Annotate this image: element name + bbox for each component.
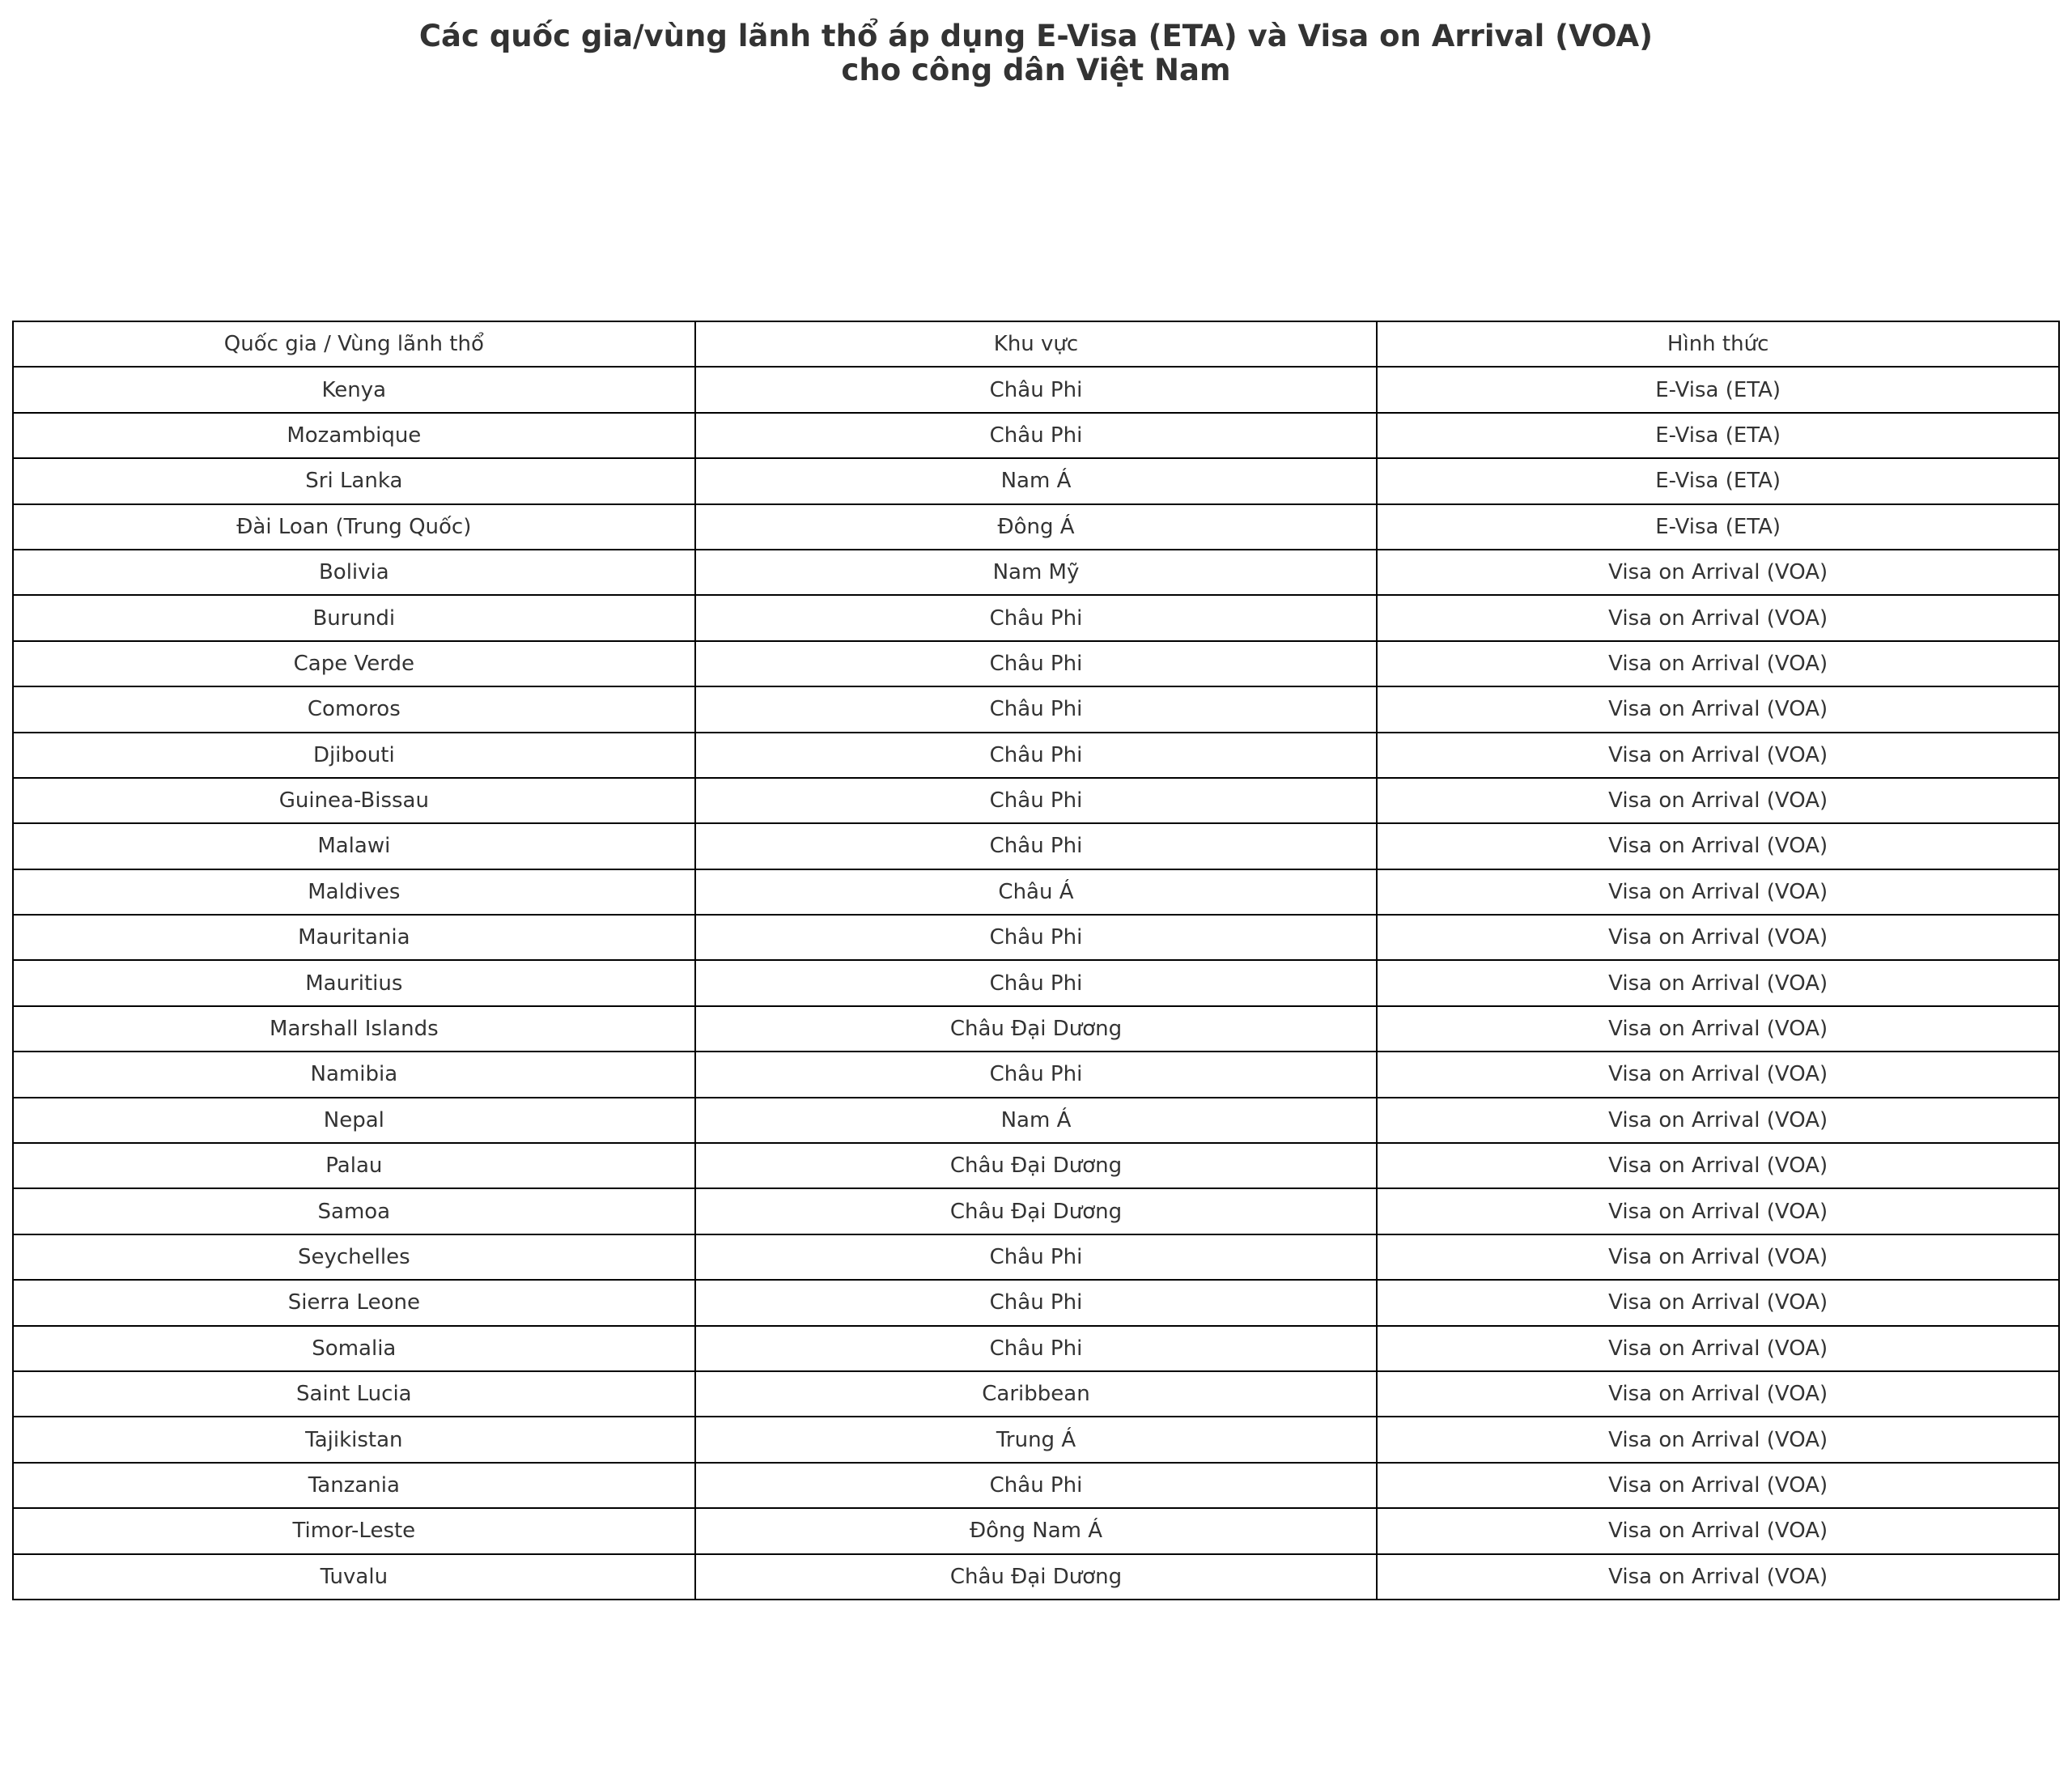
table-row [13, 1326, 2059, 1371]
cell-visa-type: Visa on Arrival (VOA) [1377, 1280, 2059, 1325]
chart-title-line-2: cho công dân Việt Nam [841, 53, 1231, 87]
cell-visa-type: Visa on Arrival (VOA) [1377, 595, 2059, 640]
table-row [13, 641, 2059, 686]
visa-table [12, 321, 2060, 1600]
cell-visa-type: E-Visa (ETA) [1377, 504, 2059, 550]
cell-region: Đông Á [695, 504, 1378, 550]
cell-region: Châu Phi [695, 1052, 1378, 1097]
table-row [13, 550, 2059, 595]
table-row [13, 869, 2059, 915]
cell-country: Cape Verde [13, 641, 695, 686]
table-row [13, 1508, 2059, 1553]
table-row [13, 595, 2059, 640]
cell-region: Châu Phi [695, 595, 1378, 640]
cell-visa-type: Visa on Arrival (VOA) [1377, 1052, 2059, 1097]
cell-visa-type: Visa on Arrival (VOA) [1377, 823, 2059, 869]
table-row [13, 1006, 2059, 1052]
cell-country: Namibia [13, 1052, 695, 1097]
cell-region: Châu Phi [695, 367, 1378, 412]
cell-region: Trung Á [695, 1417, 1378, 1462]
cell-country: Tuvalu [13, 1554, 695, 1600]
cell-region: Châu Phi [695, 1326, 1378, 1371]
cell-region: Caribbean [695, 1371, 1378, 1417]
table-header-row [13, 321, 2059, 367]
cell-visa-type: E-Visa (ETA) [1377, 413, 2059, 458]
table-row [13, 1371, 2059, 1417]
cell-visa-type: Visa on Arrival (VOA) [1377, 1463, 2059, 1508]
cell-visa-type: Visa on Arrival (VOA) [1377, 915, 2059, 960]
cell-country: Somalia [13, 1326, 695, 1371]
cell-country: Bolivia [13, 550, 695, 595]
cell-region: Châu Phi [695, 641, 1378, 686]
cell-region: Đông Nam Á [695, 1508, 1378, 1553]
table-row [13, 413, 2059, 458]
cell-visa-type: Visa on Arrival (VOA) [1377, 1143, 2059, 1188]
cell-visa-type: Visa on Arrival (VOA) [1377, 1371, 2059, 1417]
table-row [13, 1554, 2059, 1600]
cell-region: Châu Phi [695, 733, 1378, 778]
cell-country: Mauritius [13, 960, 695, 1005]
cell-visa-type: Visa on Arrival (VOA) [1377, 1508, 2059, 1553]
cell-visa-type: Visa on Arrival (VOA) [1377, 869, 2059, 915]
table-row [13, 367, 2059, 412]
table-row [13, 960, 2059, 1005]
cell-country: Comoros [13, 686, 695, 732]
cell-visa-type: E-Visa (ETA) [1377, 367, 2059, 412]
cell-country: Maldives [13, 869, 695, 915]
cell-region: Châu Đại Dương [695, 1188, 1378, 1234]
cell-visa-type: Visa on Arrival (VOA) [1377, 778, 2059, 823]
cell-region: Châu Phi [695, 778, 1378, 823]
cell-region: Châu Á [695, 869, 1378, 915]
table-row [13, 778, 2059, 823]
cell-country: Mauritania [13, 915, 695, 960]
cell-region: Nam Mỹ [695, 550, 1378, 595]
cell-region: Nam Á [695, 1098, 1378, 1143]
cell-country: Palau [13, 1143, 695, 1188]
table-row [13, 733, 2059, 778]
cell-country: Kenya [13, 367, 695, 412]
cell-visa-type: Visa on Arrival (VOA) [1377, 1417, 2059, 1462]
header-country: Quốc gia / Vùng lãnh thổ [13, 321, 695, 367]
cell-country: Malawi [13, 823, 695, 869]
cell-country: Saint Lucia [13, 1371, 695, 1417]
cell-visa-type: Visa on Arrival (VOA) [1377, 1326, 2059, 1371]
cell-country: Sierra Leone [13, 1280, 695, 1325]
cell-country: Djibouti [13, 733, 695, 778]
cell-visa-type: Visa on Arrival (VOA) [1377, 1006, 2059, 1052]
table-row [13, 823, 2059, 869]
table-row [13, 915, 2059, 960]
cell-country: Nepal [13, 1098, 695, 1143]
cell-country: Guinea-Bissau [13, 778, 695, 823]
cell-country: Sri Lanka [13, 458, 695, 503]
table-row [13, 1188, 2059, 1234]
header-visa-type: Hình thức [1377, 321, 2059, 367]
cell-region: Châu Đại Dương [695, 1143, 1378, 1188]
cell-country: Đài Loan (Trung Quốc) [13, 504, 695, 550]
cell-visa-type: Visa on Arrival (VOA) [1377, 1098, 2059, 1143]
cell-visa-type: Visa on Arrival (VOA) [1377, 686, 2059, 732]
table-row [13, 686, 2059, 732]
cell-visa-type: Visa on Arrival (VOA) [1377, 1234, 2059, 1280]
table-row [13, 1234, 2059, 1280]
table-row [13, 1463, 2059, 1508]
cell-country: Tanzania [13, 1463, 695, 1508]
table-row [13, 1143, 2059, 1188]
cell-country: Tajikistan [13, 1417, 695, 1462]
cell-country: Samoa [13, 1188, 695, 1234]
cell-visa-type: Visa on Arrival (VOA) [1377, 550, 2059, 595]
cell-region: Châu Phi [695, 1280, 1378, 1325]
header-region: Khu vực [695, 321, 1378, 367]
table-row [13, 1052, 2059, 1097]
cell-region: Châu Phi [695, 915, 1378, 960]
table-body [13, 367, 2059, 1600]
table-row [13, 1098, 2059, 1143]
cell-region: Châu Phi [695, 686, 1378, 732]
cell-region: Châu Đại Dương [695, 1554, 1378, 1600]
table-row [13, 1417, 2059, 1462]
table-row [13, 504, 2059, 550]
cell-visa-type: Visa on Arrival (VOA) [1377, 960, 2059, 1005]
cell-country: Burundi [13, 595, 695, 640]
cell-visa-type: Visa on Arrival (VOA) [1377, 1188, 2059, 1234]
cell-region: Châu Phi [695, 1234, 1378, 1280]
cell-region: Châu Phi [695, 823, 1378, 869]
cell-region: Nam Á [695, 458, 1378, 503]
cell-region: Châu Phi [695, 960, 1378, 1005]
chart-title-line-1: Các quốc gia/vùng lãnh thổ áp dụng E-Visa (ETA) và Visa on Arrival (VOA) [418, 19, 1654, 53]
cell-visa-type: E-Visa (ETA) [1377, 458, 2059, 503]
cell-region: Châu Đại Dương [695, 1006, 1378, 1052]
cell-country: Timor-Leste [13, 1508, 695, 1553]
table-row [13, 1280, 2059, 1325]
cell-visa-type: Visa on Arrival (VOA) [1377, 733, 2059, 778]
cell-visa-type: Visa on Arrival (VOA) [1377, 641, 2059, 686]
chart-title [0, 19, 2072, 87]
cell-region: Châu Phi [695, 413, 1378, 458]
cell-visa-type: Visa on Arrival (VOA) [1377, 1554, 2059, 1600]
cell-country: Seychelles [13, 1234, 695, 1280]
cell-country: Marshall Islands [13, 1006, 695, 1052]
table-row [13, 458, 2059, 503]
cell-country: Mozambique [13, 413, 695, 458]
cell-region: Châu Phi [695, 1463, 1378, 1508]
